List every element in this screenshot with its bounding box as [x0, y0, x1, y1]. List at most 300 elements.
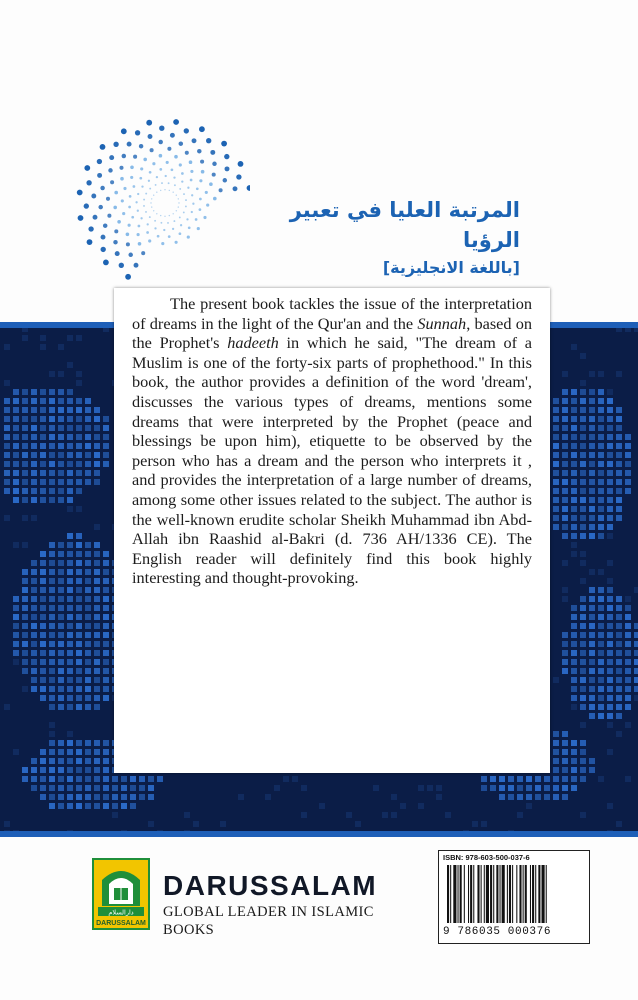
spiral-dot	[143, 205, 145, 207]
map-dot	[31, 776, 37, 782]
map-dot	[130, 776, 136, 782]
map-dot	[589, 623, 595, 629]
map-dot	[103, 677, 109, 683]
spiral-dot	[140, 217, 142, 219]
map-dot	[85, 587, 91, 593]
spiral-dot	[127, 142, 132, 147]
map-dot	[94, 740, 100, 746]
map-dot	[67, 794, 73, 800]
map-dot	[139, 776, 145, 782]
map-dot	[67, 650, 73, 656]
map-dot	[94, 542, 100, 548]
map-dot	[31, 416, 37, 422]
map-dot	[616, 623, 622, 629]
spiral-dot	[247, 185, 250, 191]
barcode-bar	[450, 865, 451, 923]
map-dot	[589, 641, 595, 647]
map-dot	[562, 650, 568, 656]
map-dot	[562, 587, 568, 593]
map-dot	[562, 488, 568, 494]
map-dot	[13, 632, 19, 638]
spiral-dot	[200, 160, 204, 164]
map-dot	[589, 479, 595, 485]
map-dot	[40, 686, 46, 692]
map-dot	[22, 614, 28, 620]
map-dot	[85, 767, 91, 773]
map-dot	[49, 569, 55, 575]
map-dot	[58, 578, 64, 584]
spiral-dot	[168, 182, 170, 184]
map-dot	[562, 596, 568, 602]
map-dot	[58, 686, 64, 692]
spiral-dot	[206, 204, 209, 207]
spiral-dot	[152, 162, 155, 165]
barcode-bar	[490, 865, 492, 923]
map-dot	[553, 434, 559, 440]
map-dot	[58, 407, 64, 413]
spiral-dot	[167, 147, 171, 151]
map-dot	[580, 389, 586, 395]
map-dot	[607, 389, 613, 395]
map-dot	[4, 515, 10, 521]
map-dot	[85, 578, 91, 584]
map-dot	[103, 758, 109, 764]
spiral-dot	[206, 138, 211, 143]
spiral-dot	[236, 174, 241, 179]
isbn-label: ISBN: 978-603-500-037-6	[443, 853, 530, 862]
map-dot	[58, 560, 64, 566]
map-dot	[598, 659, 604, 665]
map-dot	[67, 803, 73, 809]
barcode-bar	[486, 865, 489, 923]
map-dot	[40, 344, 46, 350]
map-dot	[103, 623, 109, 629]
map-dot	[598, 434, 604, 440]
map-dot	[94, 641, 100, 647]
map-dot	[607, 587, 613, 593]
map-dot	[58, 488, 64, 494]
barcode-bar	[516, 865, 517, 923]
map-dot	[553, 416, 559, 422]
map-dot	[58, 470, 64, 476]
map-dot	[49, 398, 55, 404]
map-dot	[67, 569, 73, 575]
map-dot	[571, 425, 577, 431]
barcode-bar	[464, 865, 465, 923]
map-dot	[571, 614, 577, 620]
map-dot	[616, 677, 622, 683]
map-dot	[58, 587, 64, 593]
map-dot	[283, 776, 289, 782]
map-dot	[94, 686, 100, 692]
spiral-dot	[176, 195, 177, 196]
map-dot	[4, 344, 10, 350]
map-dot	[634, 659, 638, 665]
spiral-dot	[87, 239, 93, 245]
map-dot	[31, 641, 37, 647]
map-dot	[571, 416, 577, 422]
map-dot	[94, 659, 100, 665]
map-dot	[67, 578, 73, 584]
spiral-dot	[170, 133, 175, 138]
spiral-dot	[106, 197, 110, 201]
spiral-dot	[133, 155, 137, 159]
map-dot	[76, 695, 82, 701]
spiral-dot	[173, 192, 174, 193]
map-dot	[58, 596, 64, 602]
map-dot	[535, 794, 541, 800]
map-dot	[562, 371, 568, 377]
map-dot	[67, 614, 73, 620]
map-dot	[103, 776, 109, 782]
map-dot	[49, 803, 55, 809]
map-dot	[67, 542, 73, 548]
map-dot	[148, 785, 154, 791]
map-dot	[598, 587, 604, 593]
map-dot	[598, 371, 604, 377]
spiral-dot	[233, 186, 238, 191]
map-dot	[607, 479, 613, 485]
map-dot	[94, 569, 100, 575]
map-dot	[58, 632, 64, 638]
map-dot	[31, 785, 37, 791]
map-dot	[13, 461, 19, 467]
map-dot	[76, 740, 82, 746]
map-dot	[67, 695, 73, 701]
spiral-dot	[119, 263, 124, 268]
map-dot	[553, 794, 559, 800]
map-dot	[571, 497, 577, 503]
map-dot	[553, 776, 559, 782]
barcode-bar	[507, 865, 508, 923]
map-dot	[40, 569, 46, 575]
map-dot	[13, 389, 19, 395]
map-dot	[580, 668, 586, 674]
map-dot	[85, 452, 91, 458]
map-dot	[103, 443, 109, 449]
spiral-dot	[199, 208, 202, 211]
map-dot	[49, 776, 55, 782]
map-dot	[319, 803, 325, 809]
map-dot	[607, 695, 613, 701]
map-dot	[103, 425, 109, 431]
spiral-dot	[141, 185, 143, 187]
map-dot	[580, 560, 586, 566]
map-dot	[67, 506, 73, 512]
map-dot	[634, 677, 638, 683]
map-dot	[625, 614, 631, 620]
map-dot	[598, 713, 604, 719]
map-dot	[526, 776, 532, 782]
map-dot	[58, 677, 64, 683]
map-dot	[31, 596, 37, 602]
map-dot	[13, 641, 19, 647]
map-dot	[22, 389, 28, 395]
spiral-dot	[166, 161, 169, 164]
spiral-dot	[199, 179, 202, 182]
map-dot	[571, 506, 577, 512]
map-dot	[22, 686, 28, 692]
spiral-dot	[133, 185, 136, 188]
map-dot	[94, 461, 100, 467]
map-dot	[589, 767, 595, 773]
spiral-dot	[140, 167, 143, 170]
map-dot	[625, 452, 631, 458]
map-dot	[40, 488, 46, 494]
spiral-dot	[122, 154, 126, 158]
spiral-dot	[185, 205, 187, 207]
barcode-bar	[502, 865, 505, 923]
map-dot	[58, 443, 64, 449]
blurb-emphasis-hadeeth: hadeeth	[227, 333, 279, 353]
map-dot	[85, 668, 91, 674]
map-dot	[85, 785, 91, 791]
barcode-bar	[542, 865, 545, 923]
map-dot	[580, 452, 586, 458]
map-dot	[40, 641, 46, 647]
map-dot	[589, 506, 595, 512]
map-dot	[76, 704, 82, 710]
map-dot	[580, 533, 586, 539]
spiral-dot	[197, 149, 201, 153]
barcode-bar	[496, 865, 498, 923]
map-dot	[31, 650, 37, 656]
map-dot	[571, 344, 577, 350]
map-dot	[607, 524, 613, 530]
map-dot	[571, 533, 577, 539]
map-dot	[4, 416, 10, 422]
map-dot	[607, 803, 613, 809]
map-dot	[4, 407, 10, 413]
spiral-dot	[219, 188, 223, 192]
spiral-dot	[168, 235, 171, 238]
map-dot	[94, 623, 100, 629]
map-dot	[616, 641, 622, 647]
spiral-dot	[167, 222, 169, 224]
spiral-dot	[114, 229, 118, 233]
map-dot	[103, 578, 109, 584]
spiral-dot	[100, 186, 104, 190]
map-dot	[40, 767, 46, 773]
map-dot	[49, 443, 55, 449]
map-dot	[553, 425, 559, 431]
blurb-panel	[114, 288, 550, 773]
map-dot	[49, 488, 55, 494]
map-dot	[607, 488, 613, 494]
map-dot	[40, 470, 46, 476]
spiral-dot	[160, 222, 162, 224]
map-dot	[616, 488, 622, 494]
spiral-dot	[164, 216, 165, 217]
map-dot	[580, 686, 586, 692]
barcode-bar	[473, 865, 474, 923]
map-dot	[598, 452, 604, 458]
map-dot	[31, 614, 37, 620]
map-dot	[76, 425, 82, 431]
spiral-dot	[209, 182, 213, 186]
map-dot	[589, 596, 595, 602]
map-dot	[85, 461, 91, 467]
map-dot	[94, 614, 100, 620]
map-dot	[67, 677, 73, 683]
map-dot	[517, 785, 523, 791]
barcode-bar	[538, 865, 540, 923]
barcode-bar	[493, 865, 494, 923]
map-dot	[238, 794, 244, 800]
map-dot	[58, 371, 64, 377]
spiral-dot	[187, 236, 190, 239]
map-dot	[571, 479, 577, 485]
map-dot	[616, 371, 622, 377]
map-dot	[49, 461, 55, 467]
map-dot	[22, 776, 28, 782]
map-dot	[67, 758, 73, 764]
map-dot	[427, 785, 433, 791]
map-dot	[13, 479, 19, 485]
spiral-dot	[169, 190, 170, 191]
map-dot	[562, 443, 568, 449]
map-dot	[58, 794, 64, 800]
map-dot	[544, 794, 550, 800]
spiral-dot	[137, 233, 140, 236]
map-dot	[22, 596, 28, 602]
map-dot	[31, 515, 37, 521]
map-dot	[562, 560, 568, 566]
map-dot	[553, 506, 559, 512]
map-dot	[67, 488, 73, 494]
spiral-dot	[160, 215, 161, 216]
barcode-bar	[458, 865, 459, 923]
map-dot	[571, 695, 577, 701]
map-dot	[13, 425, 19, 431]
map-dot	[85, 794, 91, 800]
map-dot	[580, 623, 586, 629]
map-dot	[607, 578, 613, 584]
map-dot	[4, 488, 10, 494]
map-dot	[31, 389, 37, 395]
map-dot	[49, 470, 55, 476]
map-dot	[625, 686, 631, 692]
map-dot	[67, 623, 73, 629]
map-dot	[616, 461, 622, 467]
spiral-dot	[154, 220, 156, 222]
map-dot	[562, 794, 568, 800]
map-dot	[616, 650, 622, 656]
map-dot	[625, 695, 631, 701]
map-dot	[58, 398, 64, 404]
map-dot	[589, 389, 595, 395]
map-dot	[85, 677, 91, 683]
map-dot	[76, 479, 82, 485]
map-dot	[103, 668, 109, 674]
spiral-dot	[183, 211, 185, 213]
map-dot	[598, 524, 604, 530]
map-dot	[103, 803, 109, 809]
map-dot	[445, 812, 451, 818]
map-dot	[94, 803, 100, 809]
map-dot	[58, 497, 64, 503]
map-dot	[94, 776, 100, 782]
map-dot	[49, 434, 55, 440]
map-dot	[58, 776, 64, 782]
map-dot	[49, 758, 55, 764]
spiral-dot	[197, 227, 200, 230]
map-dot	[553, 740, 559, 746]
map-dot	[94, 452, 100, 458]
map-dot	[67, 659, 73, 665]
map-dot	[571, 785, 577, 791]
map-dot	[22, 578, 28, 584]
map-dot	[157, 776, 163, 782]
map-dot	[40, 452, 46, 458]
map-dot	[76, 461, 82, 467]
map-dot	[625, 434, 631, 440]
map-dot	[49, 587, 55, 593]
map-dot	[40, 389, 46, 395]
spiral-dot	[135, 201, 137, 203]
map-dot	[31, 632, 37, 638]
map-dot	[553, 524, 559, 530]
map-dot	[580, 776, 586, 782]
map-dot	[22, 425, 28, 431]
publisher-name: DARUSSALAM	[163, 870, 378, 901]
map-dot	[562, 452, 568, 458]
spiral-dot	[150, 202, 151, 203]
map-dot	[580, 434, 586, 440]
map-dot	[598, 668, 604, 674]
spiral-dot	[161, 242, 164, 245]
map-dot	[94, 749, 100, 755]
map-dot	[31, 434, 37, 440]
barcode-bar	[470, 865, 472, 923]
spiral-dot	[180, 224, 182, 226]
spiral-dot	[179, 188, 181, 190]
map-dot	[40, 479, 46, 485]
spiral-dot	[179, 216, 181, 218]
map-dot	[562, 659, 568, 665]
map-dot	[562, 479, 568, 485]
map-dot	[544, 776, 550, 782]
map-dot	[589, 515, 595, 521]
map-dot	[553, 731, 559, 737]
spiral-dot	[224, 154, 229, 159]
map-dot	[418, 785, 424, 791]
map-dot	[103, 551, 109, 557]
spiral-dot	[86, 180, 91, 185]
barcode-bar	[468, 865, 469, 923]
map-dot	[40, 605, 46, 611]
spiral-dot	[139, 144, 143, 148]
map-dot	[67, 704, 73, 710]
map-dot	[49, 695, 55, 701]
map-dot	[625, 632, 631, 638]
map-dot	[103, 452, 109, 458]
spiral-dot	[178, 202, 179, 203]
map-dot	[58, 479, 64, 485]
map-dot	[553, 767, 559, 773]
barcode-bar	[530, 865, 531, 923]
spiral-dot	[191, 211, 193, 213]
spiral-dot	[161, 182, 163, 184]
map-dot	[13, 470, 19, 476]
map-dot	[598, 389, 604, 395]
map-dot	[103, 560, 109, 566]
map-dot	[589, 371, 595, 377]
map-dot	[589, 425, 595, 431]
map-dot	[607, 614, 613, 620]
spiral-dot	[148, 239, 151, 242]
map-dot	[598, 704, 604, 710]
